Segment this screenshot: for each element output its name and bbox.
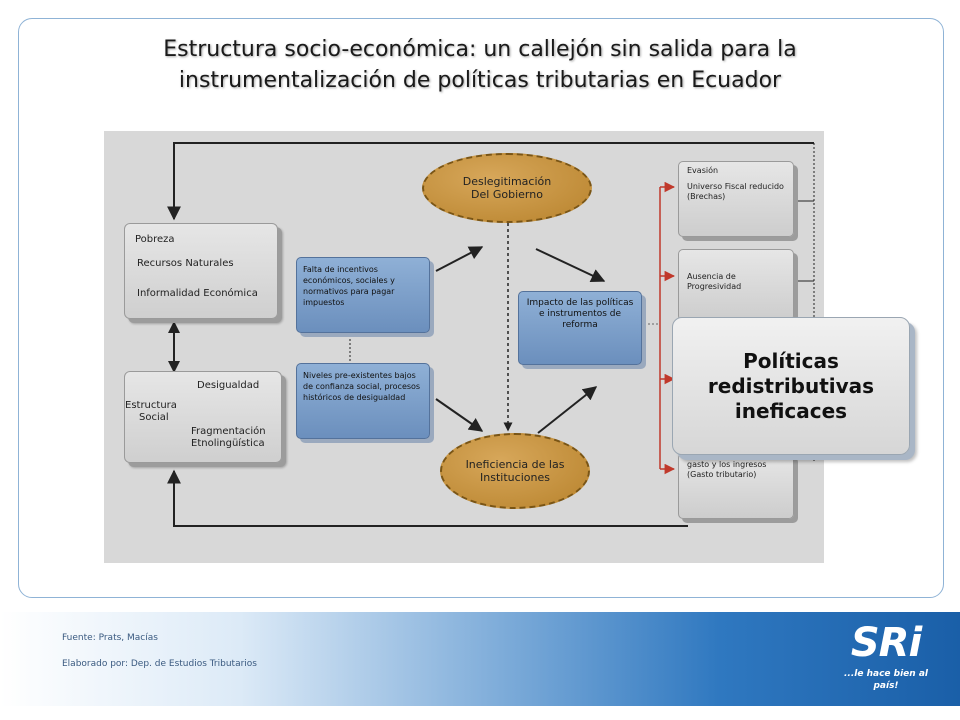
box-politicas-redistributivas	[672, 317, 910, 455]
ineficiencia-line2: Instituciones	[480, 471, 550, 484]
social-label: Social	[139, 412, 169, 423]
ineficiencia-line1: Ineficiencia de las	[465, 458, 565, 471]
etnolinguistica-label: Etnolingüística	[191, 438, 265, 449]
box-evasion	[678, 161, 794, 237]
fragmentacion-label: Fragmentación	[191, 426, 266, 437]
arrow-falta-to-deslegitimacion	[436, 247, 482, 271]
deslegitimacion-line2: Del Gobierno	[471, 188, 543, 201]
footer-fuente: Fuente: Prats, Macías	[62, 633, 158, 643]
arrow-niveles-to-ineficiencia	[436, 399, 482, 431]
estructura-label: Estructura	[125, 400, 177, 411]
box-pobreza	[124, 223, 278, 319]
arrow-deslegitimacion-to-impacto	[536, 249, 604, 281]
big-box-line1: Políticas	[743, 348, 839, 373]
universo-fiscal-label: Universo Fiscal reducido (Brechas)	[687, 182, 784, 201]
oval-deslegitimacion	[422, 153, 592, 223]
box-impacto-politicas: Impacto de las políticas e instrumentos de reforma	[518, 291, 642, 365]
sri-logo-tagline: ...le hace bien al país!	[844, 669, 928, 691]
deslegitimacion-line1: Deslegitimación	[462, 175, 552, 188]
desigualdad-label: Desigualdad	[197, 380, 260, 391]
slide-title	[40, 34, 920, 96]
informalidad-label: Informalidad Económica	[137, 288, 258, 299]
big-box-line2: redistributivas	[707, 373, 875, 398]
sri-logo	[836, 618, 936, 698]
recursos-naturales-label: Recursos Naturales	[137, 258, 234, 269]
big-box-line3: ineficaces	[734, 398, 848, 423]
pobreza-label: Pobreza	[135, 234, 175, 245]
arrow-ineficiencia-to-impacto	[538, 387, 596, 433]
box-niveles-confianza: Niveles pre-existentes bajos de confianza social, procesos históricos de desigualdad	[296, 363, 430, 439]
box-estructura-social	[124, 371, 282, 463]
title-line-1: Estructura socio-económica: un callejón sin salida para la	[163, 37, 797, 62]
box-gasto-tributario: gasto y los ingresos (Gasto tributario)	[678, 453, 794, 519]
box-falta-incentivos: Falta de incentivos económicos, sociales y normativos para pagar impuestos	[296, 257, 430, 333]
footer-elaborado: Elaborado por: Dep. de Estudios Tributarios	[62, 659, 257, 669]
title-line-2: instrumentalización de políticas tributarias en Ecuador	[178, 68, 782, 93]
oval-ineficiencia	[440, 433, 590, 509]
bottom-feedback-arrow	[174, 471, 688, 526]
box-ausencia-progresividad: Ausencia de Progresividad	[678, 249, 794, 321]
sri-logo-mark: SRi	[850, 620, 922, 666]
evasion-label: Evasión	[687, 166, 719, 175]
